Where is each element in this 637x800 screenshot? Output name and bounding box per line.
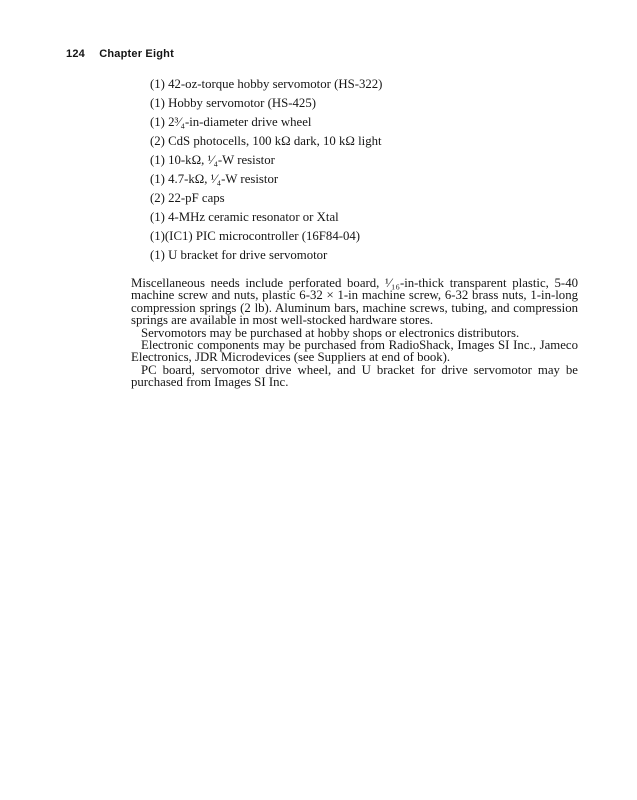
parts-list-item: (1) 10-kΩ, ¹⁄₄-W resistor (150, 153, 275, 167)
parts-list-item: (1)(IC1) PIC microcontroller (16F84-04) (150, 229, 361, 243)
paragraph-servomotors: Servomotors may be purchased at hobby shops or electronics distributors. (141, 325, 520, 340)
body-text (131, 277, 578, 389)
paragraph-electronic-components: Electronic components may be purchased from RadioShack, Images SI Inc., Jameco Electronics, JDR Microdevices (see Suppliers at end of book). (131, 338, 578, 365)
parts-list-item: (1) 42-oz-torque hobby servomotor (HS-322) (150, 77, 383, 91)
page-header (66, 48, 174, 60)
parts-list-item: (1) 4.7-kΩ, ¹⁄₄-W resistor (150, 172, 279, 186)
parts-list-item: (2) 22-pF caps (150, 191, 225, 205)
chapter-title: Chapter Eight (99, 48, 174, 60)
parts-list-item: (1) 4-MHz ceramic resonator or Xtal (150, 210, 339, 224)
parts-list-item: (1) Hobby servomotor (HS-425) (150, 96, 316, 110)
parts-list (150, 75, 382, 265)
page-number: 124 (66, 48, 85, 60)
paragraph-pc-board: PC board, servomotor drive wheel, and U bracket for drive servomotor may be purchased from Images SI Inc. (131, 362, 578, 390)
parts-list-item: (1) 2³⁄₄-in-diameter drive wheel (150, 115, 312, 129)
parts-list-item: (1) U bracket for drive servomotor (150, 248, 328, 262)
parts-list-item: (2) CdS photocells, 100 kΩ dark, 10 kΩ light (150, 134, 382, 148)
paragraph-miscellaneous-needs: Miscellaneous needs include perforated board, ¹⁄₁₆-in-thick transparent plastic, 5-40 machine screw and nuts, plastic 6-32 × 1-in machine screw, 6-32 brass nuts, 1-in-long compression springs (2 lb). Aluminum bars, machine screws, tubing, and compression springs are available in most well-stocked hardware stores. (131, 276, 578, 328)
